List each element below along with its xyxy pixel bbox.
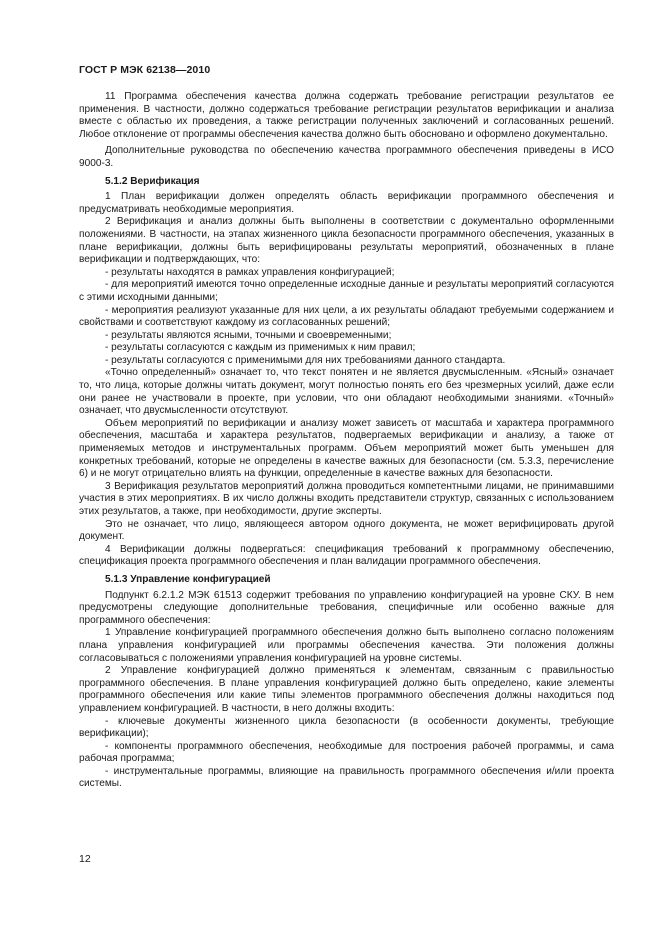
paragraph: - результаты согласуются с каждым из применимых к ним правил;	[105, 342, 416, 354]
paragraph: 4 Верификации должны подвергаться: спецификация требований к программному обеспечению, спецификация проекта программного обеспечения и план валидации программного обеспечения.	[79, 543, 614, 568]
paragraph: «Точно определенный» означает то, что текст понятен и не является двусмысленным. «Ясный» означает то, что лица, которые должны читать документ, могут полностью понять его без чрезмерных усилий, даже если они ранее не участвовали в проекте, при условии, что они обладают необходимыми знаниями. «Точный» означает, что двусмысленности отсутствуют.	[79, 367, 614, 417]
paragraph: Дополнительные руководства по обеспечению качества программного обеспечения приведены в ИСО 9000-3.	[79, 145, 614, 169]
page-number: 12	[79, 853, 91, 865]
section-heading: 5.1.3 Управление конфигурацией	[105, 573, 271, 585]
paragraph: 3 Верификация результатов мероприятий должна проводиться компетентными лицами, не принимавшими участия в этих мероприятиях. В их число должны входить представители структур, связанных с использованием этих результатов, а также, при необходимости, другие эксперты.	[79, 480, 614, 517]
paragraph: - компоненты программного обеспечения, необходимые для построения рабочей программы, и сама рабочая программа;	[79, 740, 614, 765]
paragraph: 2 Верификация и анализ должны быть выполнены в соответствии с документально оформленными положениями. В частности, на этапах жизненного цикла безопасности программного обеспечения, указанных в плане верификации, должны быть верифицированы результаты мероприятий, обозначенных в плане верификации и подтверждающих, что:	[79, 216, 614, 266]
section-heading: 5.1.2 Верификация	[105, 175, 200, 187]
paragraph: - мероприятия реализуют указанные для них цели, а их результаты обладают требуемыми содержанием и свойствами и соответствуют каждому из согласованных решений;	[79, 304, 614, 329]
paragraph: 2 Управление конфигурацией должно применяться к элементам, связанным с правильностью программного обеспечения. В плане управления конфигурацией должно быть определено, какие элементы программного обеспечения или какие типы элементов программного обеспечения должны находиться под управлением конфигурацией. В частности, в него должны входить:	[79, 665, 614, 714]
paragraph: 11 Программа обеспечения качества должна содержать требование регистрации результатов ее применения. В частности, должно содержаться требование регистрации результатов верификации и анализа вместе с областью их проведения, а также регистрации полученных заключений и согласованных решений. Любое отклонение от программы обеспечения качества должно быть обосновано и оформлено документально.	[79, 91, 614, 140]
paragraph: - результаты являются ясными, точными и своевременными;	[105, 329, 392, 341]
paragraph: - результаты согласуются с применимыми для них требованиями данного стандарта.	[105, 354, 506, 366]
document-page	[79, 64, 614, 791]
paragraph: - инструментальные программы, влияющие на правильность программного обеспечения и/или проекта системы.	[79, 765, 614, 790]
standard-header: ГОСТ Р МЭК 62138—2010	[79, 64, 211, 76]
paragraph: 1 План верификации должен определять область верификации программного обеспечения и предусматривать необходимые мероприятия.	[79, 191, 614, 215]
paragraph: 1 Управление конфигурацией программного обеспечения должно быть выполнено согласно положениям плана управления конфигурацией или программы обеспечения качества. Эти положения должны согласовываться с положениями управления конфигурацией на уровне системы.	[79, 627, 614, 664]
paragraph: - для мероприятий имеются точно определенные исходные данные и результаты мероприятий согласуются с этими исходными данными;	[79, 279, 614, 303]
document-body	[79, 91, 614, 791]
paragraph: - результаты находятся в рамках управления конфигурацией;	[105, 266, 395, 278]
paragraph: Это не означает, что лицо, являющееся автором одного документа, не может верифицировать другой документ.	[79, 518, 614, 543]
paragraph: - ключевые документы жизненного цикла безопасности (в особенности документы, требующие верификации);	[79, 715, 614, 740]
paragraph: Объем мероприятий по верификации и анализу может зависеть от масштаба и характера программного обеспечения, масштаба и характера результатов, подвергаемых верификации и анализу, а также от применяемых методов и инструментальных программ. Объем мероприятий может быть уменьшен для конкретных требований, которые не определены в качестве важных для безопасности (см. 5.3.3, перечисление 6) и не могут отрицательно влиять на функции, определенные в качестве важных для безопасности.	[79, 417, 614, 480]
paragraph: Подпункт 6.2.1.2 МЭК 61513 содержит требования по управлению конфигурацией на уровне СКУ. В нем предусмотрены следующие дополнительные требования, специфичные или особенно важные для программного обеспечения:	[79, 589, 614, 626]
